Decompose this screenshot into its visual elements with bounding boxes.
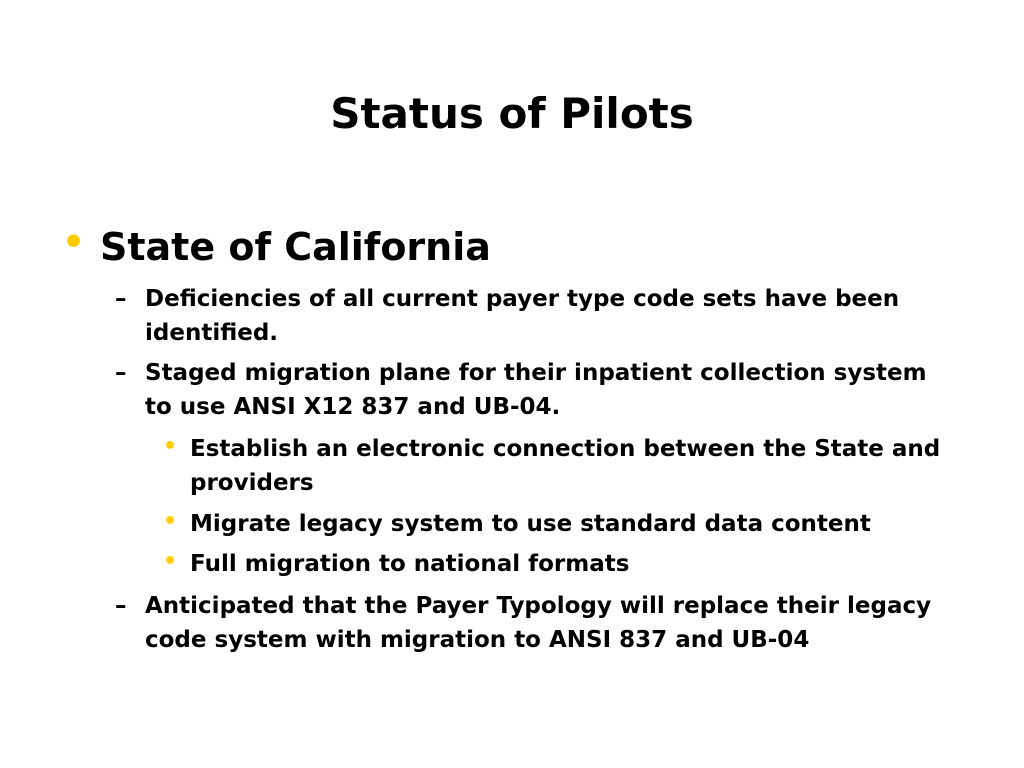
bullet-icon: •	[163, 509, 178, 534]
dash-marker-icon: –	[115, 286, 127, 312]
bullet-icon: •	[163, 434, 178, 459]
bullet-icon: •	[163, 549, 178, 574]
dash-marker-icon: –	[115, 593, 127, 619]
sub-sub-bullet-text: Full migration to national formats	[190, 551, 630, 577]
bullet-label: State of California	[100, 225, 491, 269]
sub-sub-bullet-text: Migrate legacy system to use standard data content	[190, 511, 871, 537]
bullet-icon: •	[62, 222, 86, 263]
sub-bullet-text: Deficiencies of all current payer type code sets have been identified.	[145, 286, 900, 346]
dash-marker-icon: –	[115, 360, 127, 386]
sub-sub-bullet-text: Establish an electronic connection between the State and providers	[190, 436, 941, 496]
sub-bullet-text: Staged migration plane for their inpatient collection system to use ANSI X12 837 and UB-04.	[145, 360, 927, 420]
sub-bullet-text: Anticipated that the Payer Typology will replace their legacy code system with migration to ANSI 837 and UB-04	[145, 593, 932, 653]
slide-title: Status of Pilots	[330, 89, 694, 138]
